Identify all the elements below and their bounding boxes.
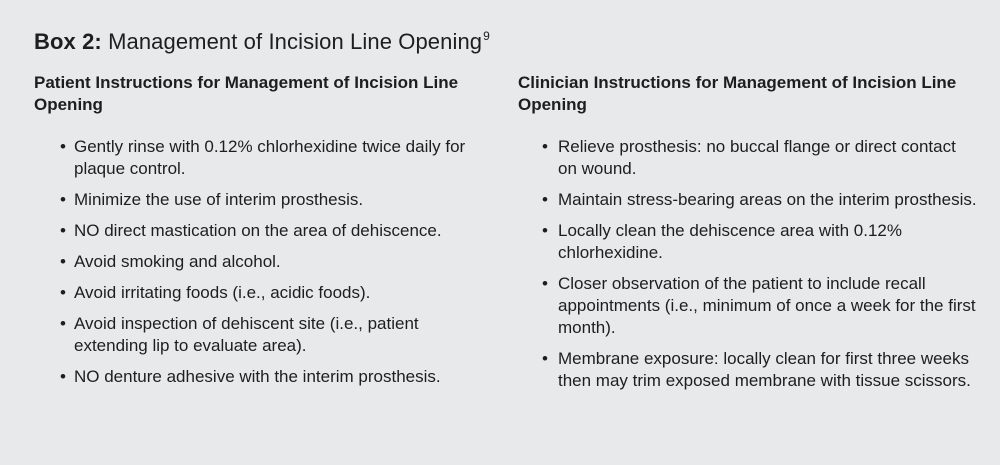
list-item-text: Closer observation of the patient to include recall appointments (i.e., minimum of once a week for the first month). — [558, 274, 976, 337]
bullet-icon: • — [542, 137, 548, 156]
list-item — [34, 220, 494, 242]
bullet-icon: • — [60, 367, 66, 386]
bullet-icon: • — [60, 221, 66, 240]
clinician-instructions-heading: Clinician Instructions for Management of Incision Line Opening — [518, 73, 957, 114]
patient-instructions-column — [34, 72, 494, 397]
list-item-text: Maintain stress-bearing areas on the interim prosthesis. — [558, 190, 977, 209]
bullet-icon: • — [60, 252, 66, 271]
list-item-text: Avoid smoking and alcohol. — [74, 252, 281, 271]
bullet-icon: • — [60, 190, 66, 209]
list-item — [34, 251, 494, 273]
list-item-text: Membrane exposure: locally clean for first three weeks then may trim exposed membrane with tissue scissors. — [558, 349, 971, 390]
list-item — [518, 348, 978, 392]
list-item-text: NO denture adhesive with the interim prosthesis. — [74, 367, 441, 386]
box-label: Box 2: — [34, 29, 102, 54]
list-item — [518, 220, 978, 264]
box-title-text: Management of Incision Line Opening — [108, 29, 483, 54]
list-item — [34, 313, 494, 357]
list-item — [518, 136, 978, 180]
bullet-icon: • — [542, 349, 548, 368]
clinician-instructions-list — [518, 136, 978, 392]
list-item-text: Minimize the use of interim prosthesis. — [74, 190, 364, 209]
reference-superscript: 9 — [483, 29, 490, 43]
bullet-icon: • — [60, 283, 66, 302]
patient-instructions-heading: Patient Instructions for Management of Incision Line Opening — [34, 73, 459, 114]
box-title — [34, 29, 490, 55]
list-item-text: Avoid inspection of dehiscent site (i.e., patient extending lip to evaluate area). — [74, 314, 419, 355]
bullet-icon: • — [60, 314, 66, 333]
list-item-text: Avoid irritating foods (i.e., acidic foods). — [74, 283, 371, 302]
bullet-icon: • — [542, 274, 548, 293]
list-item — [518, 273, 978, 339]
bullet-icon: • — [60, 137, 66, 156]
list-item — [518, 189, 978, 211]
bullet-icon: • — [542, 190, 548, 209]
patient-instructions-list — [34, 136, 494, 388]
list-item-text: Relieve prosthesis: no buccal flange or direct contact on wound. — [558, 137, 956, 178]
list-item — [34, 189, 494, 211]
list-item-text: NO direct mastication on the area of dehiscence. — [74, 221, 442, 240]
bullet-icon: • — [542, 221, 548, 240]
list-item — [34, 366, 494, 388]
list-item-text: Locally clean the dehiscence area with 0.12% chlorhexidine. — [558, 221, 902, 262]
list-item — [34, 282, 494, 304]
clinician-instructions-column — [518, 72, 978, 401]
list-item — [34, 136, 494, 180]
list-item-text: Gently rinse with 0.12% chlorhexidine twice daily for plaque control. — [74, 137, 466, 178]
